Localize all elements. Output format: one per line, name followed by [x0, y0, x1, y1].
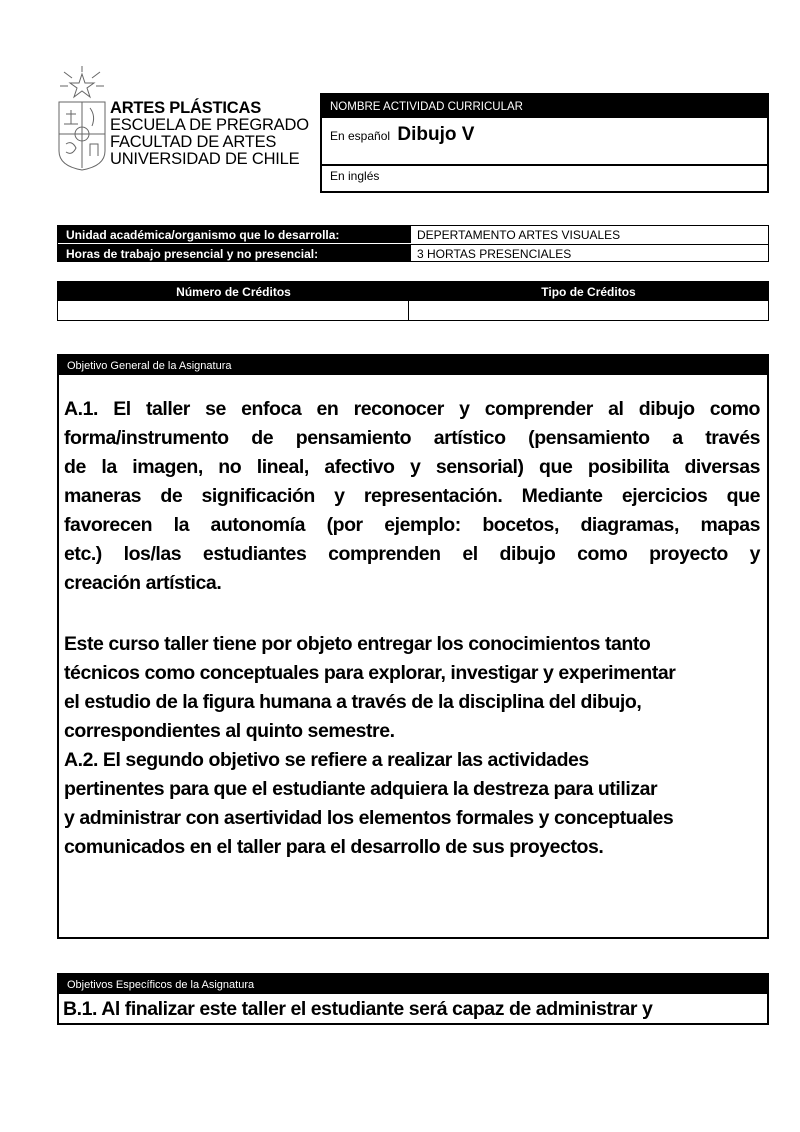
specific-objectives-header: Objetivos Específicos de la Asignatura: [59, 975, 767, 994]
credits-type-header: Tipo de Créditos: [409, 282, 768, 301]
activity-name-box: [320, 93, 769, 193]
activity-header: NOMBRE ACTIVIDAD CURRICULAR: [322, 95, 767, 118]
info-row: [58, 226, 768, 245]
text-line: A.1. El taller se enfoca en reconocer y comprender al dibujo como: [64, 398, 760, 420]
university-crest-logo: [56, 66, 108, 172]
english-label: En inglés: [330, 169, 380, 183]
spanish-value: Dibujo V: [397, 124, 475, 145]
spanish-label: En español: [330, 129, 391, 143]
logo-line: ARTES PLÁSTICAS: [110, 99, 262, 117]
credits-number-header: Número de Créditos: [58, 282, 409, 301]
text-line: de la imagen, no lineal, afectivo y sensorial) que posibilita diversas: [64, 456, 760, 478]
text-line: creación artística.: [64, 572, 222, 594]
specific-objectives-box: [57, 973, 769, 1025]
logo-line: FACULTAD DE ARTES: [110, 133, 277, 151]
logo-line: ESCUELA DE PREGRADO: [110, 116, 309, 134]
info-value: DEPERTAMENTO ARTES VISUALES: [417, 228, 621, 242]
credits-table: [57, 281, 769, 321]
text-line: etc.) los/las estudiantes comprenden el dibujo como proyecto y: [64, 543, 760, 565]
text-line: correspondientes al quinto semestre.: [64, 720, 395, 742]
logo-line: UNIVERSIDAD DE CHILE: [110, 150, 300, 168]
objective-b1-line: B.1. Al finalizar este taller el estudiante será capaz de administrar y: [63, 998, 653, 1020]
info-label: Unidad académica/organismo que lo desarrolla:: [58, 226, 411, 244]
spanish-name-row: [322, 118, 767, 166]
course-description-paragraph: [64, 630, 675, 862]
objective-a1-paragraph: [64, 395, 760, 598]
text-line: maneras de significación y representación. Mediante ejercicios que: [64, 485, 760, 507]
info-value: 3 HORTAS PRESENCIALES: [417, 246, 572, 261]
text-line: A.2. El segundo objetivo se refiere a realizar las actividades: [64, 749, 589, 771]
text-line: Este curso taller tiene por objeto entregar los conocimientos tanto: [64, 633, 651, 655]
text-line: pertinentes para que el estudiante adquiera la destreza para utilizar: [64, 778, 658, 800]
credits-number-value: [58, 301, 409, 320]
info-label: Horas de trabajo presencial y no presencial:: [58, 245, 411, 262]
text-line: técnicos como conceptuales para explorar, investigar y experimentar: [64, 662, 676, 684]
text-line: y administrar con asertividad los elementos formales y conceptuales: [64, 807, 674, 829]
text-line: forma/instrumento de pensamiento artístico (pensamiento a través: [64, 427, 760, 449]
credits-type-value: [409, 301, 768, 320]
info-table: [57, 225, 769, 262]
text-line: el estudio de la figura humana a través de la disciplina del dibujo,: [64, 691, 642, 713]
credits-header-row: [58, 282, 768, 301]
text-line: favorecen la autonomía (por ejemplo: bocetos, diagramas, mapas: [64, 514, 760, 536]
general-objective-header: Objetivo General de la Asignatura: [59, 356, 767, 375]
credits-value-row: [58, 301, 768, 320]
info-row: [58, 245, 768, 262]
text-line: comunicados en el taller para el desarrollo de sus proyectos.: [64, 836, 604, 858]
institution-name: [110, 100, 309, 168]
